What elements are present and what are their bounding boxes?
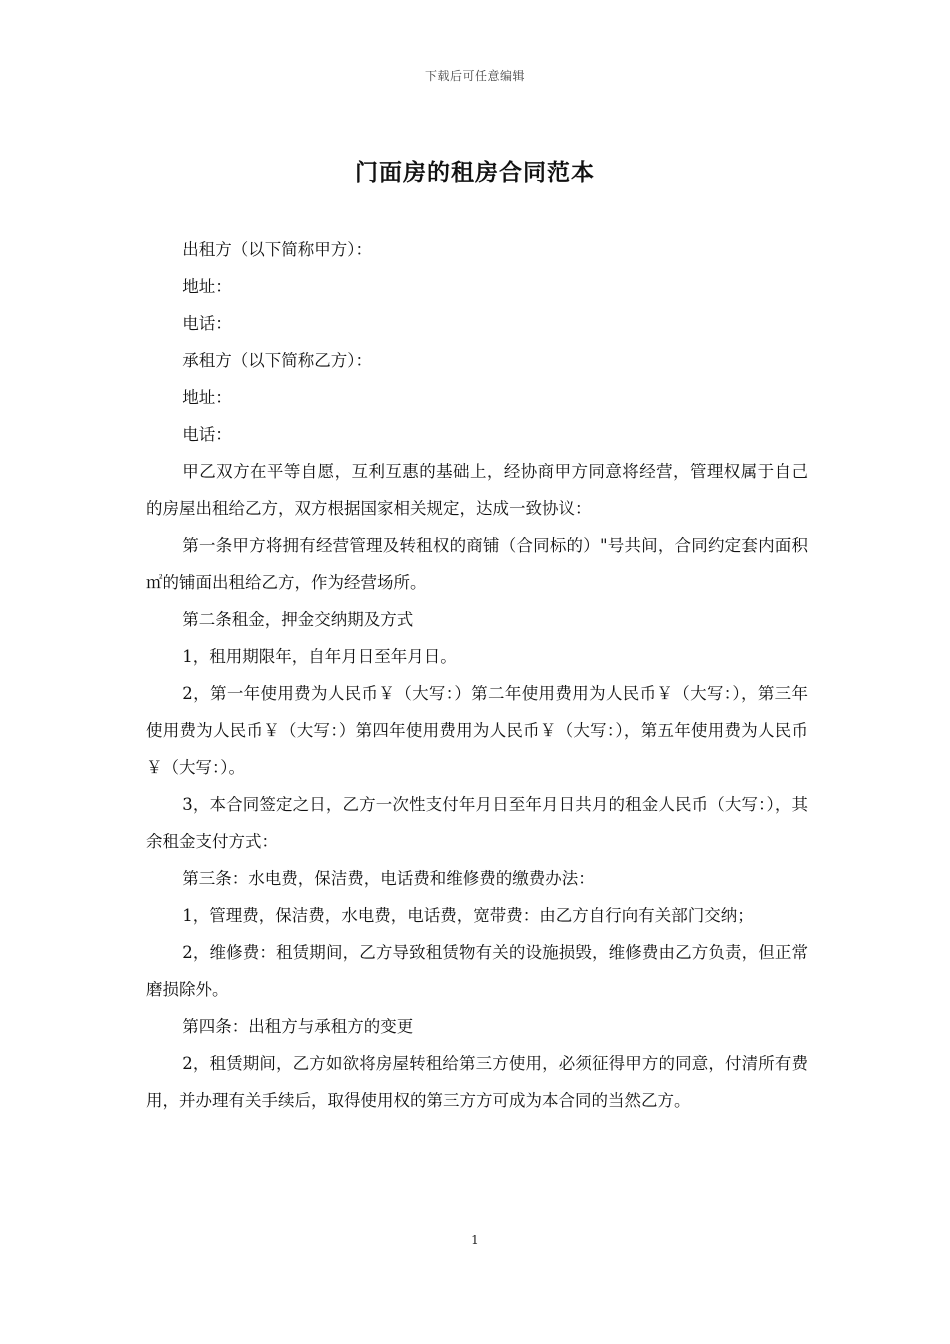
paragraph-article-4-item-2: 2，租赁期间，乙方如欲将房屋转租给第三方使用，必须征得甲方的同意，付清所有费用，并办理有关手续后，取得使用权的第三方方可成为本合同的当然乙方。	[146, 1054, 808, 1110]
paragraph-lessor-address: 地址：	[182, 277, 232, 296]
document-body	[146, 231, 808, 1119]
page-header-note: 下载后可任意编辑	[424, 69, 525, 83]
paragraph-article-4-heading: 第四条：出租方与承租方的变更	[182, 1017, 414, 1036]
paragraph-lessor-phone: 电话：	[182, 314, 232, 333]
paragraph-lessee: 承租方（以下简称乙方）：	[182, 351, 373, 370]
paragraph-article-3-item-1: 1，管理费，保洁费，水电费，电话费，宽带费：由乙方自行向有关部门交纳；	[182, 906, 754, 925]
paragraph-article-1: 第一条甲方将拥有经营管理及转租权的商铺（合同标的）"号共间，合同约定套内面积㎡的铺面出租给乙方，作为经营场所。	[146, 536, 808, 592]
paragraph-lessee-address: 地址：	[182, 388, 232, 407]
page-number: 1	[471, 1233, 479, 1247]
paragraph-lessee-phone: 电话：	[182, 425, 232, 444]
paragraph-article-2-item-3: 3，本合同签定之日，乙方一次性支付年月日至年月日共月的租金人民币（大写：），其余租金支付方式：	[146, 795, 808, 851]
paragraph-article-2-item-1: 1，租用期限年，自年月日至年月日。	[182, 647, 457, 666]
paragraph-article-3-item-2: 2，维修费：租赁期间，乙方导致租赁物有关的设施损毁，维修费由乙方负责，但正常磨损除外。	[146, 943, 808, 999]
paragraph-lessor: 出租方（以下简称甲方）：	[182, 240, 373, 259]
document-title: 门面房的租房合同范本	[355, 159, 595, 186]
paragraph-article-3-heading: 第三条：水电费，保洁费，电话费和维修费的缴费办法：	[182, 869, 595, 888]
paragraph-preamble: 甲乙双方在平等自愿，互利互惠的基础上，经协商甲方同意将经营，管理权属于自己的房屋出租给乙方，双方根据国家相关规定，达成一致协议：	[146, 462, 808, 518]
paragraph-article-2-item-2: 2，第一年使用费为人民币￥（大写：）第二年使用费用为人民币￥（大写：），第三年使用费为人民币￥（大写：）第四年使用费用为人民币￥（大写：），第五年使用费为人民币￥（大写：）。	[146, 684, 808, 777]
paragraph-article-2-heading: 第二条租金，押金交纳期及方式	[182, 610, 414, 629]
